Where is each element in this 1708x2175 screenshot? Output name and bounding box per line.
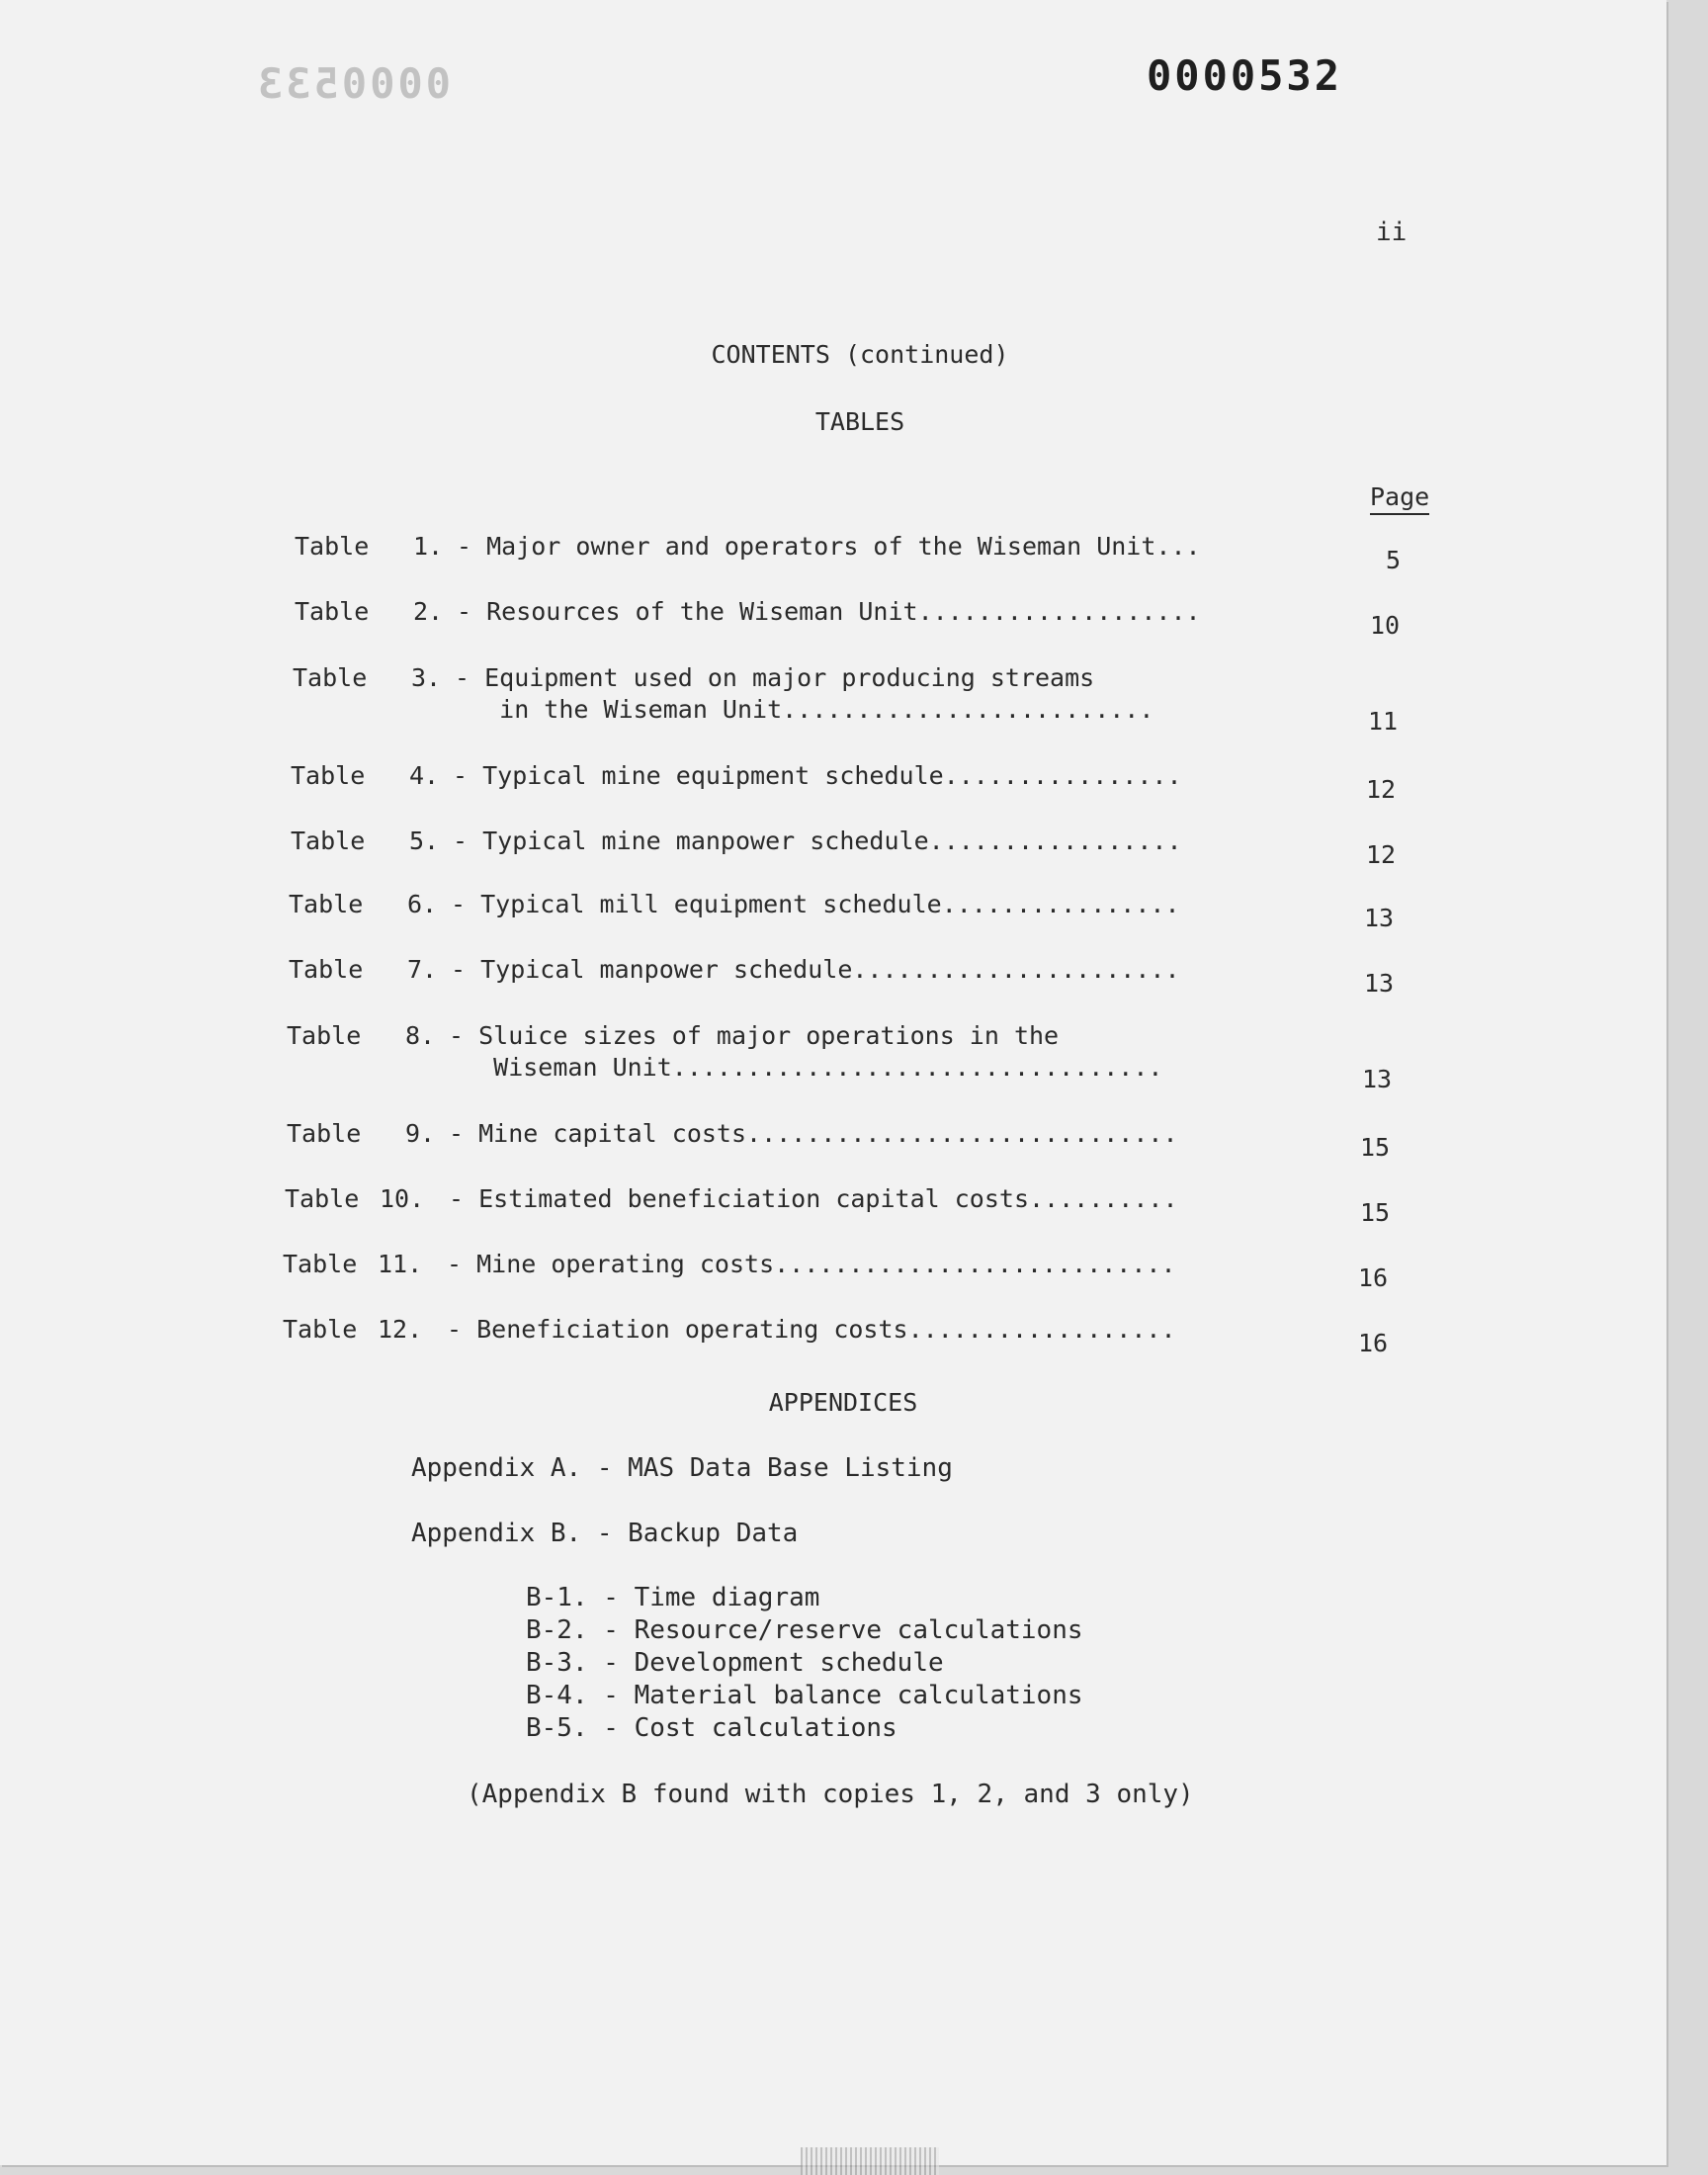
- toc-title: - Major owner and operators of the Wiseman Unit...: [457, 532, 1201, 561]
- appendix-note: (Appendix B found with copies 1, 2, and 3 only): [467, 1780, 1194, 1809]
- toc-entry: [0, 1020, 1666, 1099]
- appendices-heading: APPENDICES: [768, 1388, 918, 1417]
- appendix-a: Appendix A. - MAS Data Base Listing: [411, 1453, 953, 1483]
- appendix-b-item: B-2. - Resource/reserve calculations: [526, 1615, 1083, 1645]
- toc-number: 5.: [409, 826, 440, 855]
- toc-title: - Mine capital costs.............................: [449, 1119, 1178, 1148]
- toc-label: Table: [289, 955, 364, 984]
- toc-number: 9.: [405, 1119, 436, 1148]
- toc-entry: [0, 1184, 1666, 1244]
- toc-label: Table: [291, 761, 366, 790]
- toc-entry: [0, 1315, 1666, 1374]
- toc-number: 4.: [409, 761, 440, 790]
- toc-title: - Mine operating costs...........................: [447, 1250, 1176, 1278]
- toc-page: 16: [1358, 1329, 1389, 1357]
- toc-label: Table: [289, 890, 364, 918]
- toc-entry: [0, 1250, 1666, 1309]
- toc-entry: [0, 1119, 1666, 1178]
- toc-title: - Typical mill equipment schedule................: [451, 890, 1180, 918]
- toc-label: Table: [291, 826, 366, 855]
- page-column-label: Page: [1370, 482, 1429, 515]
- appendix-b-item: B-1. - Time diagram: [526, 1583, 820, 1612]
- mirrored-document-number: 0000533: [255, 59, 452, 108]
- toc-title: - Sluice sizes of major operations in the Wiseman Unit.................................: [449, 1021, 1163, 1082]
- toc-number: 8.: [405, 1021, 436, 1050]
- toc-page: 16: [1358, 1263, 1389, 1292]
- toc-label: Table: [295, 597, 370, 626]
- toc-entry: [0, 761, 1666, 821]
- toc-number: 11.: [378, 1250, 423, 1278]
- toc-page: 5: [1386, 546, 1402, 574]
- toc-page: 11: [1368, 707, 1399, 736]
- toc-number: 3.: [411, 663, 442, 692]
- toc-label: Table: [283, 1315, 358, 1344]
- appendix-b-item: B-3. - Development schedule: [526, 1648, 944, 1678]
- toc-title: - Typical mine manpower schedule.................: [453, 826, 1182, 855]
- appendix-b-list: [526, 1582, 1083, 1745]
- toc-page: 15: [1360, 1133, 1391, 1162]
- toc-title: - Typical mine equipment schedule................: [453, 761, 1182, 790]
- toc-number: 2.: [413, 597, 444, 626]
- document-number: 0000532: [1147, 51, 1343, 100]
- toc-entry: [0, 826, 1666, 886]
- toc-page: 13: [1364, 969, 1395, 998]
- toc-label: Table: [287, 1119, 362, 1148]
- toc-label: Table: [285, 1184, 360, 1213]
- toc-page: 12: [1366, 840, 1397, 869]
- toc-page: 13: [1364, 904, 1395, 932]
- toc-number: 1.: [413, 532, 444, 561]
- toc-entry: [0, 890, 1666, 949]
- toc-page: 12: [1366, 775, 1397, 804]
- toc-title: - Typical manpower schedule......................: [451, 955, 1180, 984]
- contents-title: CONTENTS (continued): [711, 340, 1009, 369]
- toc-number: 12.: [378, 1315, 423, 1344]
- toc-label: Table: [283, 1250, 358, 1278]
- toc-title: - Equipment used on major producing streams in the Wiseman Unit.........................: [455, 663, 1154, 724]
- toc-number: 6.: [407, 890, 438, 918]
- toc-entry: [0, 955, 1666, 1014]
- toc-page: 13: [1362, 1065, 1393, 1093]
- toc-title: - Estimated beneficiation capital costs..........: [449, 1184, 1178, 1213]
- toc-entry: [0, 662, 1666, 741]
- appendix-b-item: B-5. - Cost calculations: [526, 1713, 897, 1743]
- toc-title: - Beneficiation operating costs..................: [447, 1315, 1176, 1344]
- toc-label: Table: [295, 532, 370, 561]
- toc-page: 15: [1360, 1198, 1391, 1227]
- page-number: ii: [1376, 218, 1408, 247]
- appendix-b-item: B-4. - Material balance calculations: [526, 1681, 1083, 1710]
- toc-entry: [0, 597, 1666, 656]
- toc-title: - Resources of the Wiseman Unit...................: [457, 597, 1201, 626]
- toc-number: 7.: [407, 955, 438, 984]
- tables-heading: TABLES: [814, 407, 905, 436]
- appendix-b: Appendix B. - Backup Data: [411, 1519, 799, 1548]
- toc-entry: [0, 532, 1666, 591]
- toc-label: Table: [293, 663, 368, 692]
- toc-page: 10: [1370, 611, 1401, 640]
- toc-number: 10.: [380, 1184, 425, 1213]
- scan-artifact: [801, 2147, 939, 2175]
- toc-label: Table: [287, 1021, 362, 1050]
